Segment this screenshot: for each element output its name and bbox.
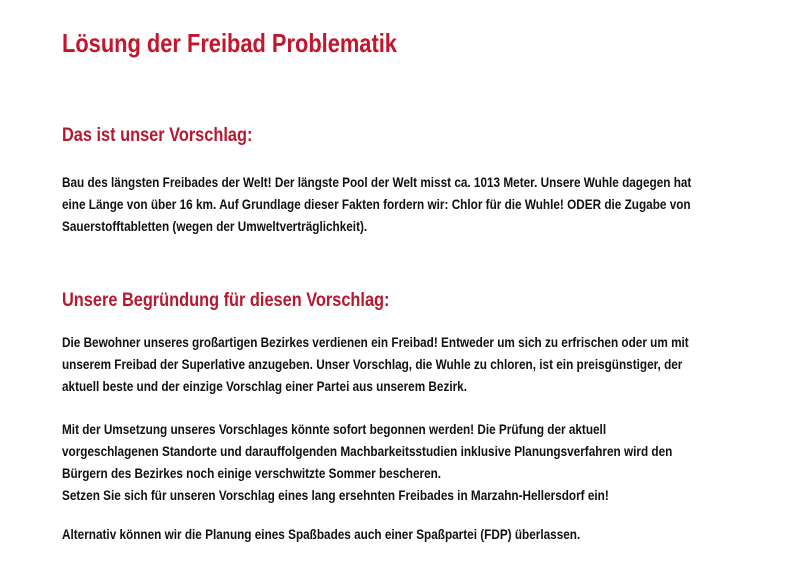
proposal-paragraph bbox=[62, 171, 691, 237]
proposal-line: eine Länge von über 16 km. Auf Grundlage dieser Fakten fordern wir: Chlor für die Wuhle! ODER die Zugabe von bbox=[62, 196, 691, 212]
reasoning-paragraph-1 bbox=[62, 331, 689, 397]
proposal-line: Sauerstofftabletten (wegen der Umweltverträglichkeit). bbox=[62, 218, 368, 234]
proposal-line: Bau des längsten Freibades der Welt! Der längste Pool der Welt misst ca. 1013 Meter. Unsere Wuhle dagegen hat bbox=[62, 174, 692, 190]
reasoning-line: Bürgern des Bezirkes noch einige verschwitzte Sommer bescheren. bbox=[62, 465, 442, 481]
reasoning-paragraph-3 bbox=[62, 523, 580, 545]
reasoning-line: aktuell beste und der einzige Vorschlag einer Partei aus unserem Bezirk. bbox=[62, 378, 467, 394]
reasoning-line: unserem Freibad der Superlative anzugeben. Unser Vorschlag, die Wuhle zu chloren, ist ein preisgünstiger, der bbox=[62, 356, 683, 372]
reasoning-paragraph-2 bbox=[62, 418, 672, 506]
reasoning-line: Setzen Sie sich für unseren Vorschlag eines lang ersehnten Freibades in Marzahn-Hellersdorf ein! bbox=[62, 487, 609, 503]
reasoning-line: Alternativ können wir die Planung eines Spaßbades auch einer Spaßpartei (FDP) überlassen. bbox=[62, 526, 581, 542]
reasoning-line: vorgeschlagenen Standorte und darauffolgenden Machbarkeitsstudien inklusive Planungsverfahren wird den bbox=[62, 443, 673, 459]
proposal-heading: Das ist unser Vorschlag: bbox=[62, 125, 253, 146]
reasoning-line: Mit der Umsetzung unseres Vorschlages könnte sofort begonnen werden! Die Prüfung der aktuell bbox=[62, 421, 607, 437]
reasoning-line: Die Bewohner unseres großartigen Bezirkes verdienen ein Freibad! Entweder um sich zu erfrischen oder um mit bbox=[62, 334, 689, 350]
reasoning-heading: Unsere Begründung für diesen Vorschlag: bbox=[62, 290, 390, 311]
page-title: Lösung der Freibad Problematik bbox=[62, 28, 397, 58]
